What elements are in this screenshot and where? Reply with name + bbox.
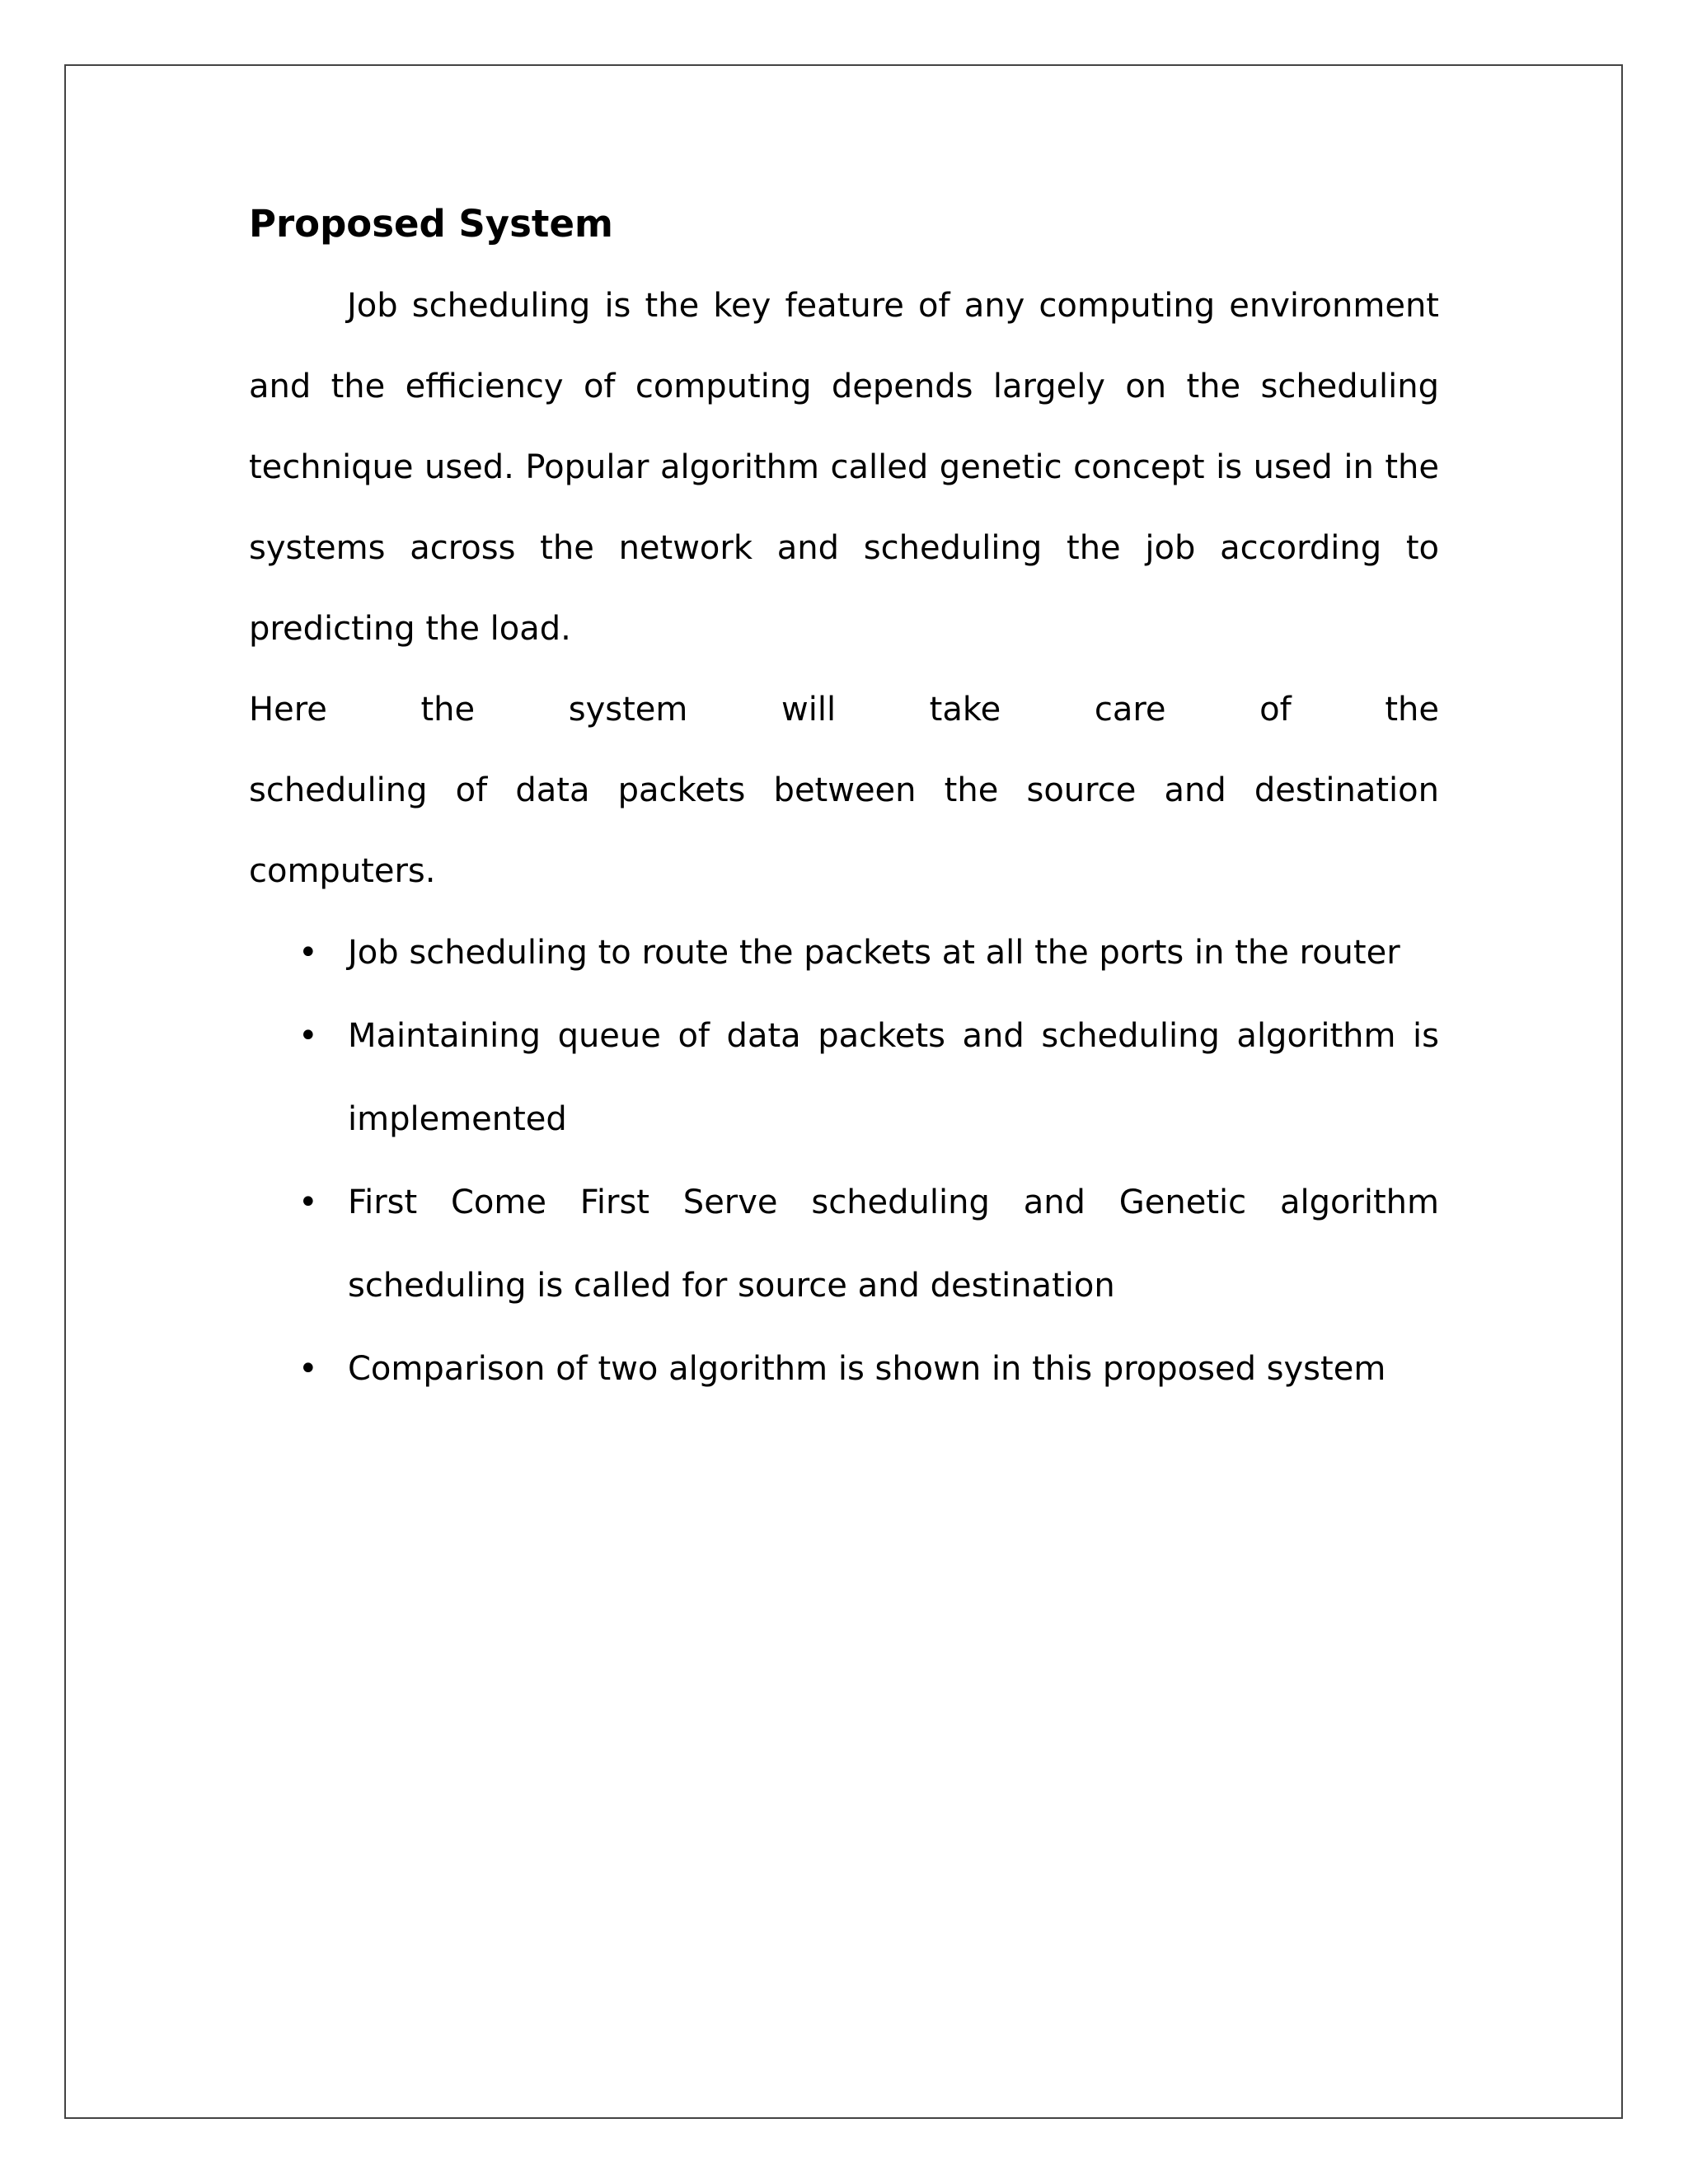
- list-item-text: First Come First Serve scheduling and Genetic algorithm scheduling is called for source and destination: [348, 1183, 1439, 1305]
- document-body: [249, 183, 1439, 1411]
- list-item: [249, 1161, 1439, 1328]
- paragraph-line: computers.: [249, 852, 436, 890]
- list-item: [249, 912, 1439, 995]
- section-heading: Proposed System: [249, 202, 613, 246]
- list-item-text: Job scheduling to route the packets at all the ports in the router: [348, 934, 1400, 972]
- paragraph-job-scheduling: Job scheduling is the key feature of any computing environment and the efficiency of computing depends largely on the scheduling technique used. Popular algorithm called genetic concept is used in the systems across the network and scheduling the job according to predicting the load.: [249, 287, 1439, 648]
- bullet-list: [249, 912, 1439, 1411]
- list-item: [249, 995, 1439, 1161]
- bullet-icon: •: [298, 1017, 318, 1055]
- bullet-icon: •: [298, 1183, 318, 1221]
- paragraph-system-care: [249, 669, 1439, 912]
- list-item-text: Maintaining queue of data packets and scheduling algorithm is implemented: [348, 1017, 1439, 1138]
- bullet-icon: •: [298, 1350, 318, 1388]
- paragraph-line: Here the system will take care of the: [249, 691, 1439, 729]
- list-item-text: Comparison of two algorithm is shown in this proposed system: [348, 1350, 1386, 1388]
- list-item: [249, 1328, 1439, 1411]
- bullet-icon: •: [298, 934, 318, 972]
- paragraph-line: scheduling of data packets between the source and destination: [249, 771, 1439, 809]
